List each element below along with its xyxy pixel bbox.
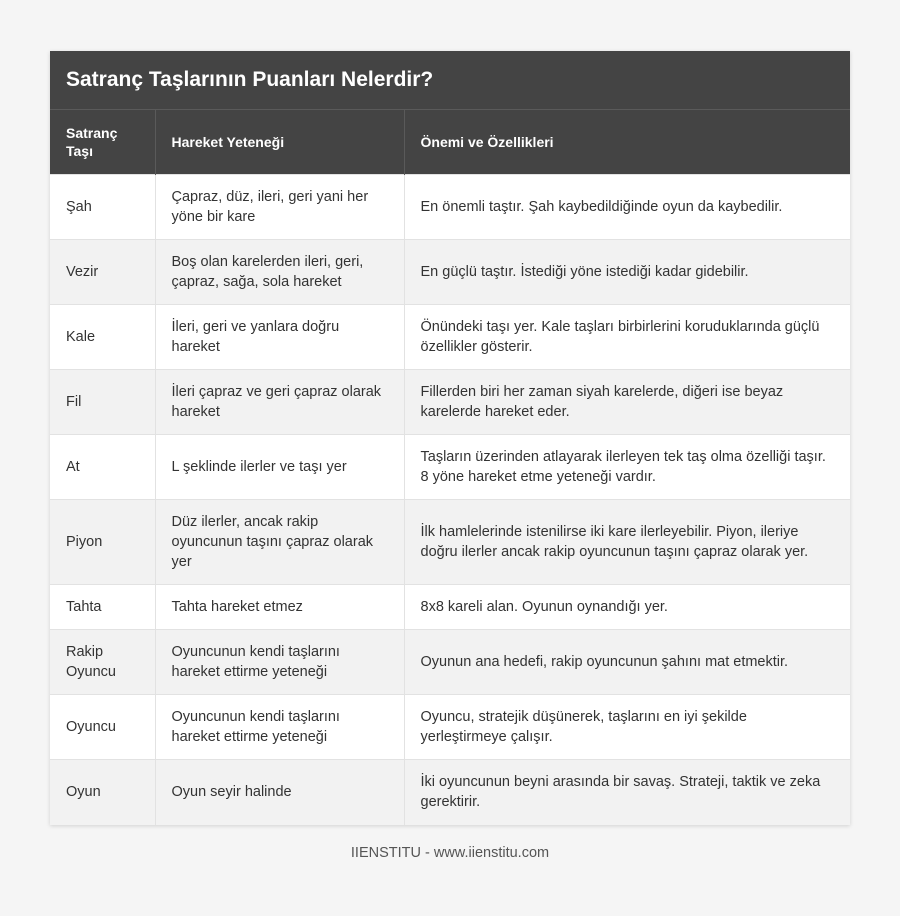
column-header-movement: Hareket Yeteneği [155,110,404,175]
cell-importance: En önemli taştır. Şah kaybedildiğinde oyun da kaybedilir. [404,175,850,240]
cell-piece: Kale [50,305,155,370]
table-row [50,695,850,760]
cell-importance: İlk hamlelerinde istenilirse iki kare ilerleyebilir. Piyon, ileriye doğru ilerler ancak rakip oyuncunun taşını çapraz olarak yer. [404,500,850,585]
table-card [50,51,850,825]
cell-movement: Tahta hareket etmez [155,585,404,630]
cell-movement: Düz ilerler, ancak rakip oyuncunun taşını çapraz olarak yer [155,500,404,585]
table-row [50,175,850,240]
column-header-importance: Önemi ve Özellikleri [404,110,850,175]
cell-importance: Önündeki taşı yer. Kale taşları birbirlerini koruduklarında güçlü özellikler gösterir. [404,305,850,370]
table-row [50,585,850,630]
cell-importance: Fillerden biri her zaman siyah karelerde, diğeri ise beyaz karelerde hareket eder. [404,370,850,435]
cell-piece: Piyon [50,500,155,585]
cell-piece: Oyun [50,760,155,825]
table-row [50,500,850,585]
column-header-piece: Satranç Taşı [50,110,155,175]
cell-importance: Taşların üzerinden atlayarak ilerleyen tek taş olma özelliği taşır. 8 yöne hareket etme yeteneği vardır. [404,435,850,500]
cell-piece: Fil [50,370,155,435]
cell-movement: Oyuncunun kendi taşlarını hareket ettirme yeteneği [155,695,404,760]
cell-movement: Çapraz, düz, ileri, geri yani her yöne bir kare [155,175,404,240]
cell-movement: Boş olan karelerden ileri, geri, çapraz, sağa, sola hareket [155,240,404,305]
cell-movement: Oyun seyir halinde [155,760,404,825]
cell-piece: Şah [50,175,155,240]
header-row [50,110,850,175]
cell-importance: 8x8 kareli alan. Oyunun oynandığı yer. [404,585,850,630]
table-row [50,240,850,305]
footer-credit: IIENSTITU - www.iienstitu.com [350,845,550,861]
cell-piece: At [50,435,155,500]
table-title: Satranç Taşlarının Puanları Nelerdir? [50,51,850,110]
cell-movement: İleri, geri ve yanlara doğru hareket [155,305,404,370]
cell-importance: Oyuncu, stratejik düşünerek, taşlarını en iyi şekilde yerleştirmeye çalışır. [404,695,850,760]
cell-piece: Rakip Oyuncu [50,630,155,695]
cell-movement: İleri çapraz ve geri çapraz olarak hareket [155,370,404,435]
cell-importance: En güçlü taştır. İstediği yöne istediği kadar gidebilir. [404,240,850,305]
cell-importance: Oyunun ana hedefi, rakip oyuncunun şahını mat etmektir. [404,630,850,695]
cell-piece: Oyuncu [50,695,155,760]
cell-piece: Vezir [50,240,155,305]
table-row [50,435,850,500]
table-row [50,370,850,435]
cell-piece: Tahta [50,585,155,630]
table-row [50,760,850,825]
cell-movement: Oyuncunun kendi taşlarını hareket ettirme yeteneği [155,630,404,695]
chess-pieces-table [50,110,850,825]
cell-importance: İki oyuncunun beyni arasında bir savaş. Strateji, taktik ve zeka gerektirir. [404,760,850,825]
table-row [50,630,850,695]
cell-movement: L şeklinde ilerler ve taşı yer [155,435,404,500]
table-row [50,305,850,370]
